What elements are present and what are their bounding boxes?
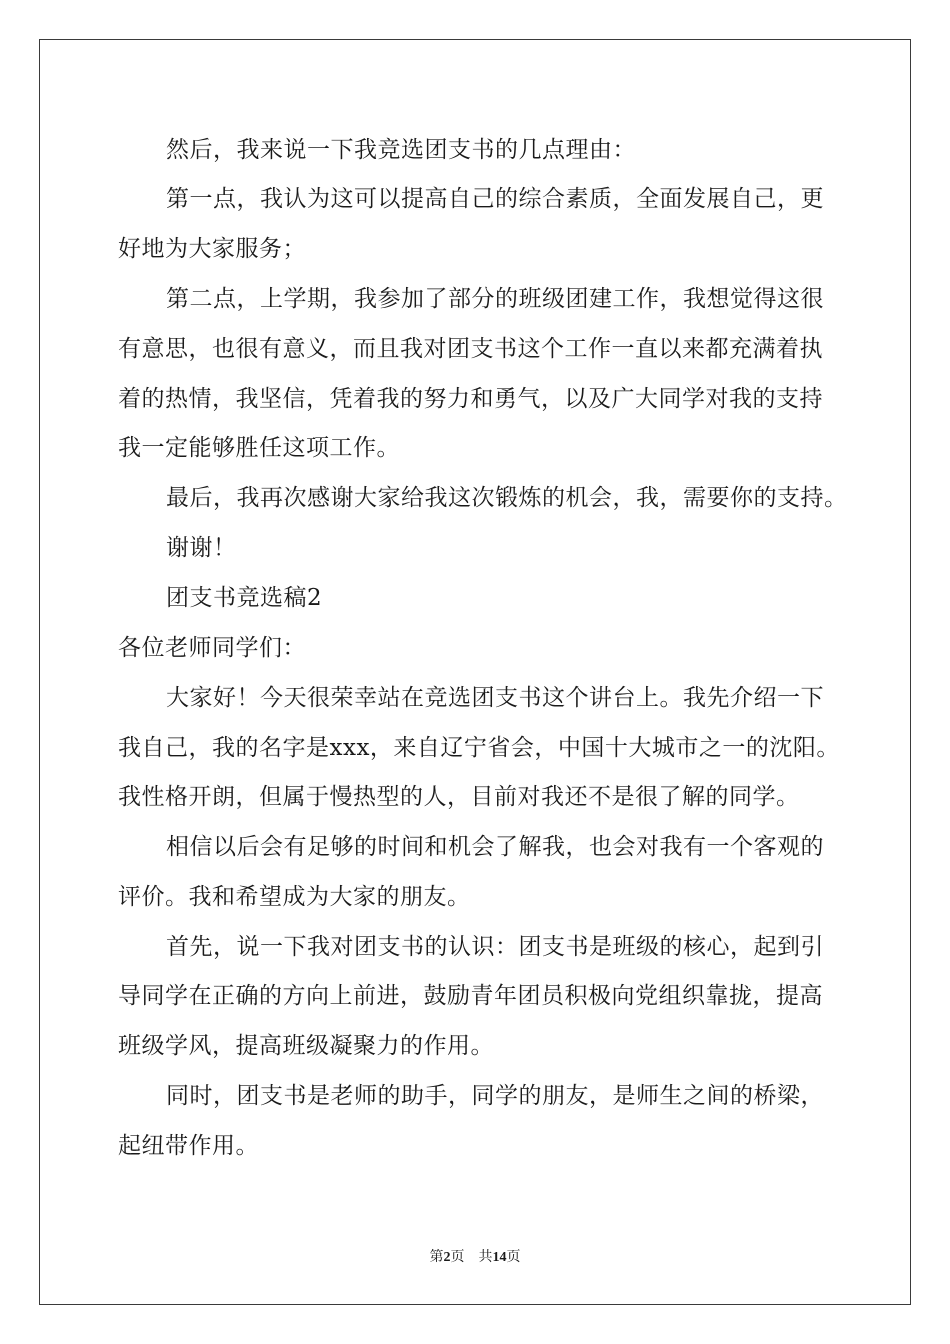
body-line: 有意思，也很有意义，而且我对团支书这个工作一直以来都充满着执 [118, 336, 823, 362]
body-line: 我自己，我的名字是xxx，来自辽宁省会，中国十大城市之一的沈阳。 [118, 735, 840, 761]
body-line: 第二点，上学期，我参加了部分的班级团建工作，我想觉得这很 [166, 286, 824, 312]
body-line: 我一定能够胜任这项工作。 [118, 435, 400, 461]
body-line: 起纽带作用。 [118, 1133, 259, 1159]
footer-suffix: 页 [506, 1249, 521, 1265]
body-line: 第一点，我认为这可以提高自己的综合素质，全面发展自己，更 [166, 186, 824, 212]
current-page-number: 2 [443, 1250, 451, 1265]
footer-mid: 页 共 [450, 1249, 493, 1265]
body-line: 相信以后会有足够的时间和机会了解我，也会对我有一个客观的 [166, 834, 824, 860]
total-page-count: 14 [492, 1250, 507, 1265]
body-line: 好地为大家服务； [118, 236, 306, 262]
footer-prefix: 第 [429, 1249, 444, 1265]
body-line: 着的热情，我坚信，凭着我的努力和勇气，以及广大同学对我的支持 [118, 386, 823, 412]
body-line: 首先，说一下我对团支书的认识：团支书是班级的核心，起到引 [166, 934, 824, 960]
salutation: 各位老师同学们： [118, 635, 306, 661]
body-line: 班级学风，提高班级凝聚力的作用。 [118, 1033, 494, 1059]
body-line: 最后，我再次感谢大家给我这次锻炼的机会，我，需要你的支持。 [166, 485, 848, 511]
body-line: 我性格开朗，但属于慢热型的人，目前对我还不是很了解的同学。 [118, 784, 800, 810]
body-line: 导同学在正确的方向上前进，鼓励青年团员积极向党组织靠拢，提高 [118, 983, 823, 1009]
page-border [39, 39, 911, 1305]
body-line: 然后，我来说一下我竞选团支书的几点理由： [166, 137, 636, 163]
body-line: 评价。我和希望成为大家的朋友。 [118, 884, 471, 910]
body-line: 同时，团支书是老师的助手，同学的朋友，是师生之间的桥梁， [166, 1083, 824, 1109]
body-line: 谢谢！ [166, 535, 237, 561]
section-title: 团支书竞选稿2 [166, 585, 323, 611]
page-footer [0, 1248, 950, 1267]
body-line: 大家好！今天很荣幸站在竞选团支书这个讲台上。我先介绍一下 [166, 685, 824, 711]
